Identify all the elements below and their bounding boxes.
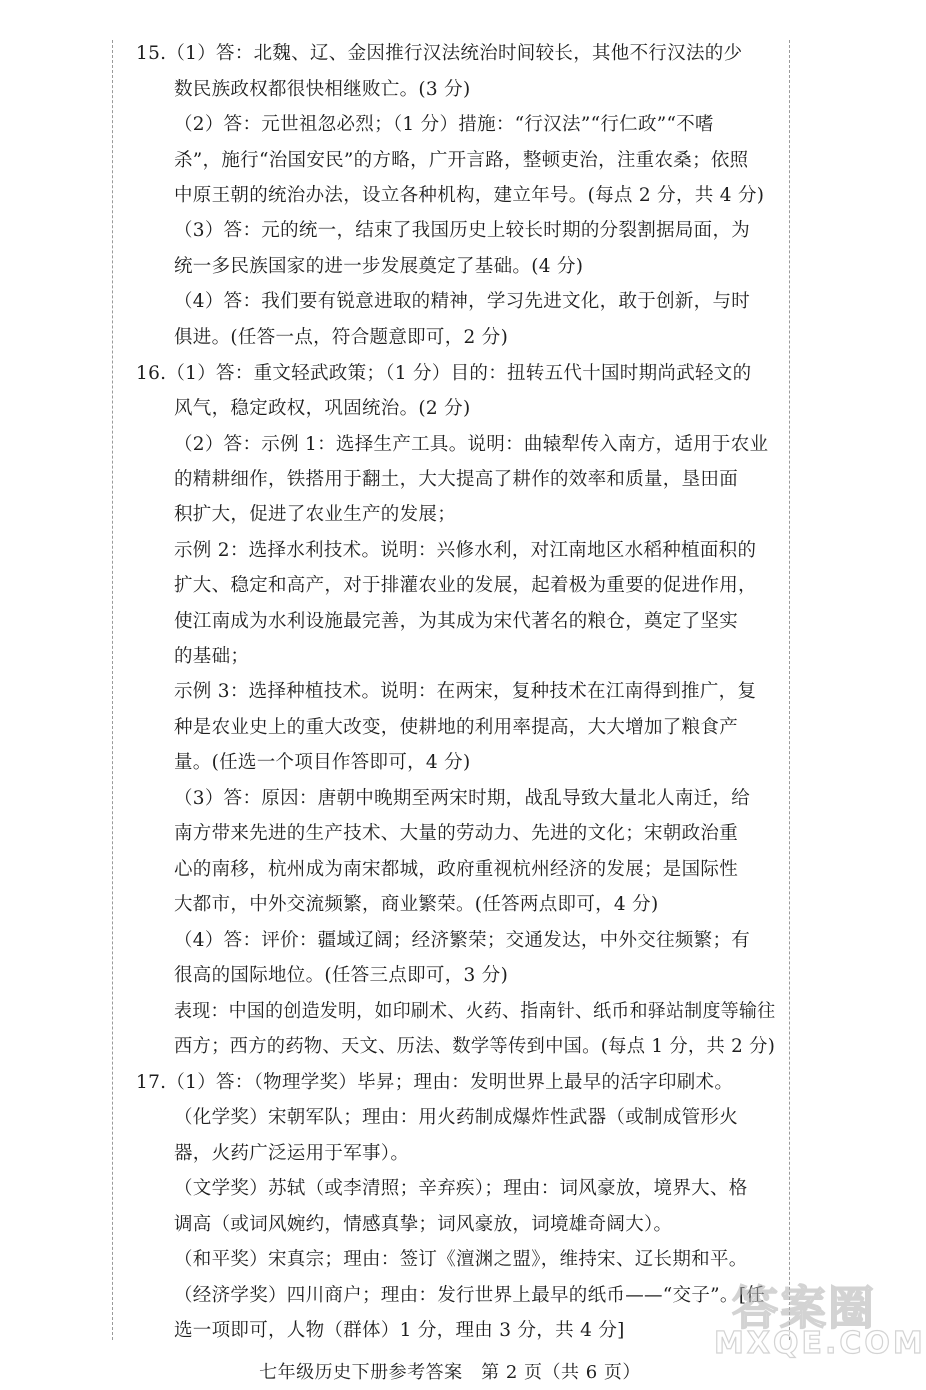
text-line: （文学奖）苏轼（或李清照；辛弃疾）；理由：词风豪放，境界大、格: [174, 1178, 748, 1199]
text-line: 数民族政权都很快相继败亡。(3 分): [174, 79, 471, 100]
text-line: 表现：中国的创造发明，如印刷术、火药、指南针、纸币和驿站制度等输往: [174, 1001, 776, 1022]
text-line: （化学奖）宋朝军队；理由：用火药制成爆炸性武器（或制成管形火: [174, 1107, 739, 1128]
text-line: （4）答：评价：疆域辽阔；经济繁荣；交通发达，中外交往频繁；有: [174, 930, 751, 951]
text-line: 的精耕细作，铁搭用于翻土，大大提高了耕作的效率和质量，垦田面: [174, 469, 739, 490]
text-line: 俱进。(任答一点，符合题意即可，2 分): [174, 327, 509, 348]
text-line: （3）答：元的统一，结束了我国历史上较长时期的分裂割据局面，为: [174, 220, 751, 241]
text-line: 杀”，施行“治国安民”的方略，广开言路，整顿吏治，注重农桑；依照: [174, 150, 749, 171]
text-line: （和平奖）宋真宗；理由：签订《澶渊之盟》，维持宋、辽长期和平。: [174, 1249, 748, 1270]
text-line: 17.（1）答：（物理学奖）毕昇；理由：发明世界上最早的活字印刷术。: [136, 1072, 734, 1093]
text-line: 中原王朝的统治办法，设立各种机构，建立年号。(每点 2 分，共 4 分): [174, 185, 765, 206]
text-line: 统一多民族国家的进一步发展奠定了基础。(4 分): [174, 256, 584, 277]
text-line: 选一项即可，人物（群体）1 分，理由 3 分，共 4 分]: [174, 1320, 625, 1341]
text-line: 扩大、稳定和高产，对于排灌农业的发展，起着极为重要的促进作用，: [174, 575, 757, 596]
text-line: 西方；西方的药物、天文、历法、数学等传到中国。(每点 1 分，共 2 分): [174, 1036, 776, 1057]
text-line: （2）答：示例 1：选择生产工具。说明：曲辕犁传入南方，适用于农业: [174, 434, 769, 455]
text-line: 积扩大，促进了农业生产的发展；: [174, 504, 457, 525]
text-line: 使江南成为水利设施最完善，为其成为宋代著名的粮仓，奠定了坚实: [174, 611, 739, 632]
watermark-site-text: MXQE.COM: [714, 1326, 926, 1361]
text-line: 15.（1）答：北魏、辽、金因推行汉法统治时间较长，其他不行汉法的少: [136, 43, 743, 64]
text-line: （2）答：元世祖忽必烈；（1 分）措施：“行汉法”“行仁政”“不嗜: [174, 114, 714, 135]
text-line: 心的南移，杭州成为南宋都城，政府重视杭州经济的发展；是国际性: [174, 859, 739, 880]
text-line: 风气，稳定政权，巩固统治。(2 分): [174, 398, 471, 419]
text-line: 大都市，中外交流频繁，商业繁荣。(任答两点即可，4 分): [174, 894, 659, 915]
watermark-logo: [714, 1272, 926, 1362]
text-line: （4）答：我们要有锐意进取的精神，学习先进文化，敢于创新，与时: [174, 291, 751, 312]
text-line: （3）答：原因：唐朝中晚期至两宋时期，战乱导致大量北人南迁，给: [174, 788, 751, 809]
text-line: 种是农业史上的重大改变，使耕地的利用率提高，大大增加了粮食产: [174, 717, 739, 738]
text-line: 很高的国际地位。(任答三点即可，3 分): [174, 965, 509, 986]
text-line: 量。(任选一个项目作答即可，4 分): [174, 752, 471, 773]
text-line: 16.（1）答：重文轻武政策；（1 分）目的：扭转五代十国时期尚武轻文的: [136, 363, 752, 384]
text-line: 器，火药广泛运用于军事）。: [174, 1143, 410, 1164]
text-line: 调高（或词风婉约，情感真挚；词风豪放，词境雄奇阔大）。: [174, 1214, 673, 1235]
text-line: （经济学奖）四川商户；理由：发行世界上最早的纸币——“交子”。[任: [174, 1285, 766, 1306]
watermark-main-text: 答案圈: [732, 1281, 876, 1335]
text-line: 的基础；: [174, 646, 250, 667]
page-footer: 七年级历史下册参考答案 第 2 页（共 6 页）: [259, 1362, 641, 1383]
text-line: 南方带来先进的生产技术、大量的劳动力、先进的文化；宋朝政治重: [174, 823, 739, 844]
text-line: 示例 2：选择水利技术。说明：兴修水利，对江南地区水稻种植面积的: [174, 540, 757, 561]
text-line: 示例 3：选择种植技术。说明：在两宋，复种技术在江南得到推广，复: [174, 681, 757, 702]
